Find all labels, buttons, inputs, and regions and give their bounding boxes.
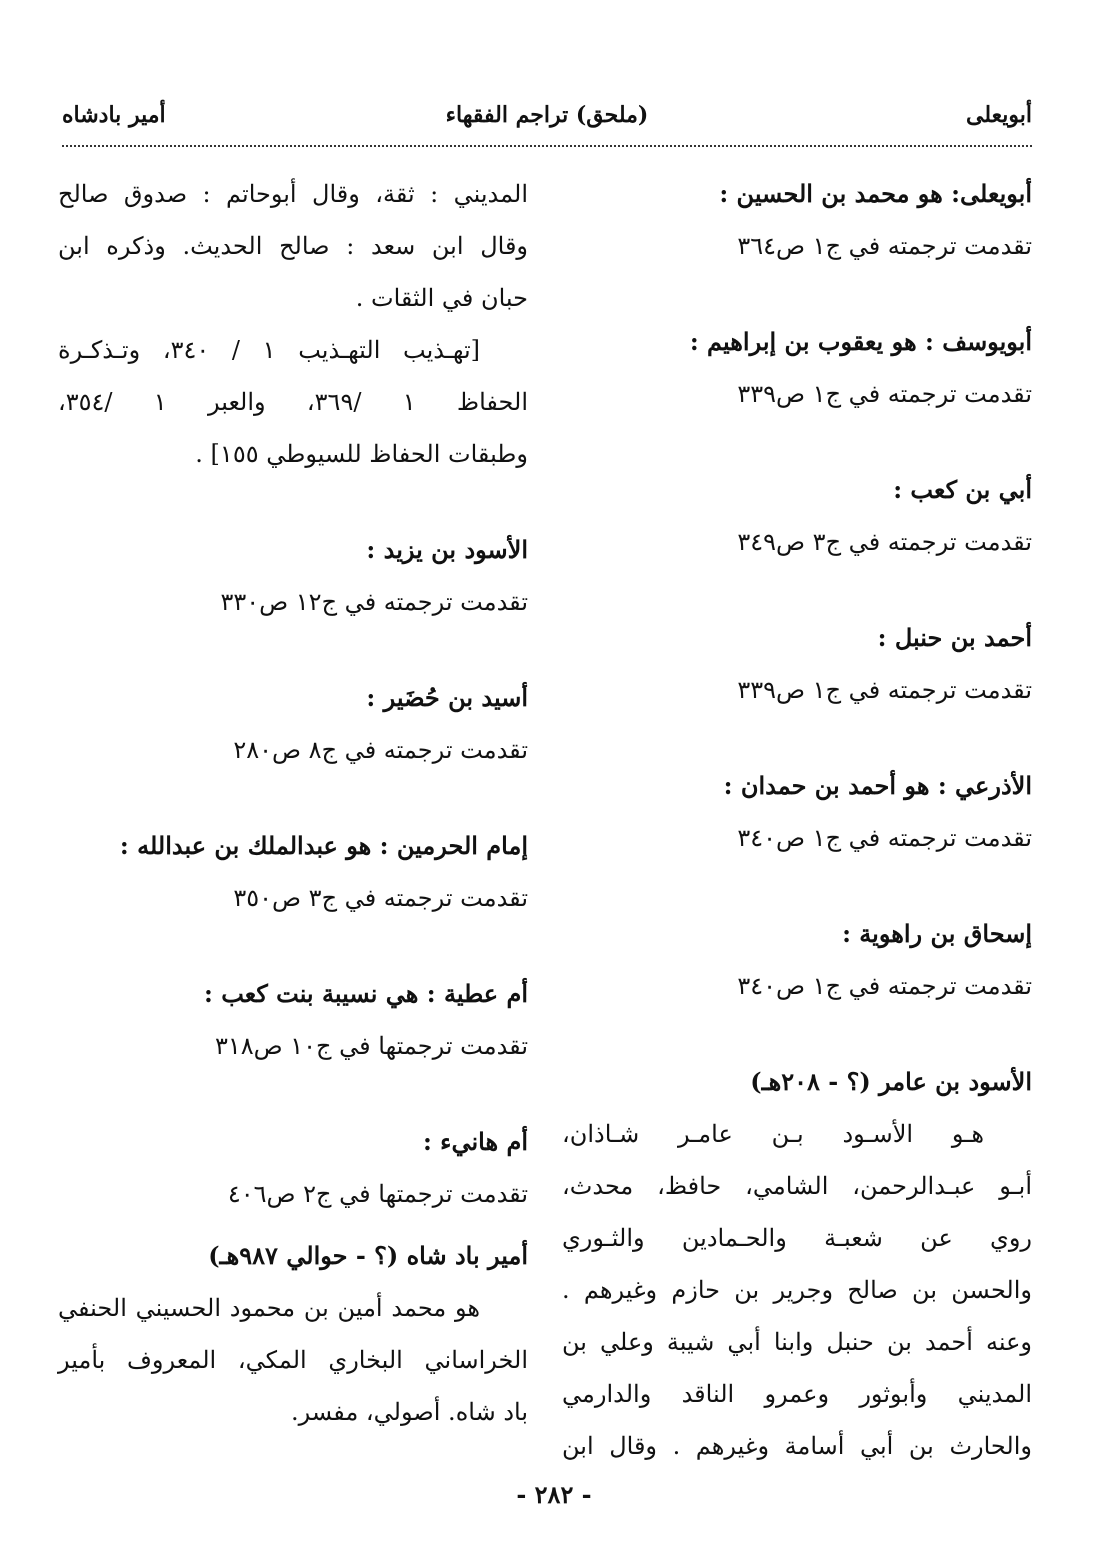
entry-heading: أبويعلى: هو محمد بن الحسين : [719,179,1032,208]
entry-reference: تقدمت ترجمته في ج١ ص٣٤٠ [737,824,1032,852]
biography-line: وعنه أحمد بن حنبل وابنا أبي شيبة وعلي بن [562,1328,1032,1356]
page-number: - ٢٨٢ - [516,1480,592,1509]
entry-heading: أم هانيء : [422,1127,528,1156]
biography-line: والحارث بن أبي أسامة وغيرهم . وقال ابن [562,1432,1032,1460]
entry-heading: أبويوسف : هو يعقوب بن إبراهيم : [689,327,1032,356]
entry-reference: تقدمت ترجمته في ج٣ ص٣٥٠ [233,884,528,912]
left-column [58,168,528,1438]
biography-line: أبـو عبـدالرحمن، الشامي، حافظ، محدث، [562,1172,1032,1200]
entry-reference: تقدمت ترجمته في ج٨ ص٢٨٠ [233,736,528,764]
entry-reference: تقدمت ترجمته في ج١٢ ص٣٣٠ [220,588,528,616]
biography-line: روي عن شعبـة والحـمادين والثـوري [562,1224,1032,1252]
entry-heading: إمام الحرمين : هو عبدالملك بن عبدالله : [119,831,528,860]
header-right-title: أبويعلى [966,102,1032,128]
entry-reference: تقدمت ترجمته في ج١ ص٣٦٤ [737,232,1032,260]
biography-heading: أمير باد شاه (؟ - حوالي ٩٨٧هـ) [208,1241,528,1270]
biography-heading: الأسود بن عامر (؟ - ٢٠٨هـ) [750,1067,1032,1096]
biography-line: والحسن بن صالح وجرير بن حازم وغيرهم . [562,1276,1032,1304]
continuation-line: حبان في الثقات . [355,284,528,312]
entry-heading: أسيد بن حُضَير : [366,683,528,712]
sources-line: وطبقات الحفاظ للسيوطي ١٥٥] . [195,440,528,468]
sources-line: [تهـذيب التهـذيب ١ / ٣٤٠، وتـذكـرة [58,336,481,364]
entry-reference: تقدمت ترجمتها في ج١٠ ص٣١٨ [214,1032,528,1060]
entry-reference: تقدمت ترجمته في ج١ ص٣٣٩ [737,380,1032,408]
entry-heading: الأسود بن يزيد : [366,535,528,564]
biography-line: هو محمد أمين بن محمود الحسيني الحنفي [58,1294,480,1322]
entry-heading: إسحاق بن راهوية : [842,919,1032,948]
biography-line: المديني وأبوثور وعمرو الناقد والدارمي [562,1380,1032,1408]
biography-line: الخراساني البخاري المكي، المعروف بأمير [58,1346,528,1374]
header-left-title: أمير بادشاه [62,102,166,128]
biography-line: باد شاه. أصولي، مفسر. [291,1398,528,1426]
entry-reference: تقدمت ترجمته في ج١ ص٣٤٠ [737,972,1032,1000]
entry-reference: تقدمت ترجمته في ج٣ ص٣٤٩ [737,528,1032,556]
continuation-line: المديني : ثقة، وقال أبوحاتم : صدوق صالح [58,180,528,208]
entry-heading: أبي بن كعب : [893,475,1032,504]
continuation-line: وقال ابن سعد : صالح الحديث. وذكره ابن [58,232,528,260]
entry-reference: تقدمت ترجمته في ج١ ص٣٣٩ [737,676,1032,704]
biography-line: هـو الأسـود بـن عامـر شـاذان، [562,1120,984,1148]
entry-heading: أحمد بن حنبل : [877,623,1032,652]
right-column [562,168,1032,1472]
sources-line: الحفاظ ١ /٣٦٩، والعبر ١ /٣٥٤، [58,388,529,416]
entry-heading: الأذرعي : هو أحمد بن حمدان : [723,771,1032,800]
entry-heading: أم عطية : هي نسيبة بنت كعب : [203,979,528,1008]
running-header [62,102,1032,142]
header-dotted-rule [62,145,1032,147]
header-center-title: (ملحق) تراجم الفقهاء [445,102,649,128]
entry-reference: تقدمت ترجمتها في ج٢ ص٤٠٦ [227,1180,528,1208]
